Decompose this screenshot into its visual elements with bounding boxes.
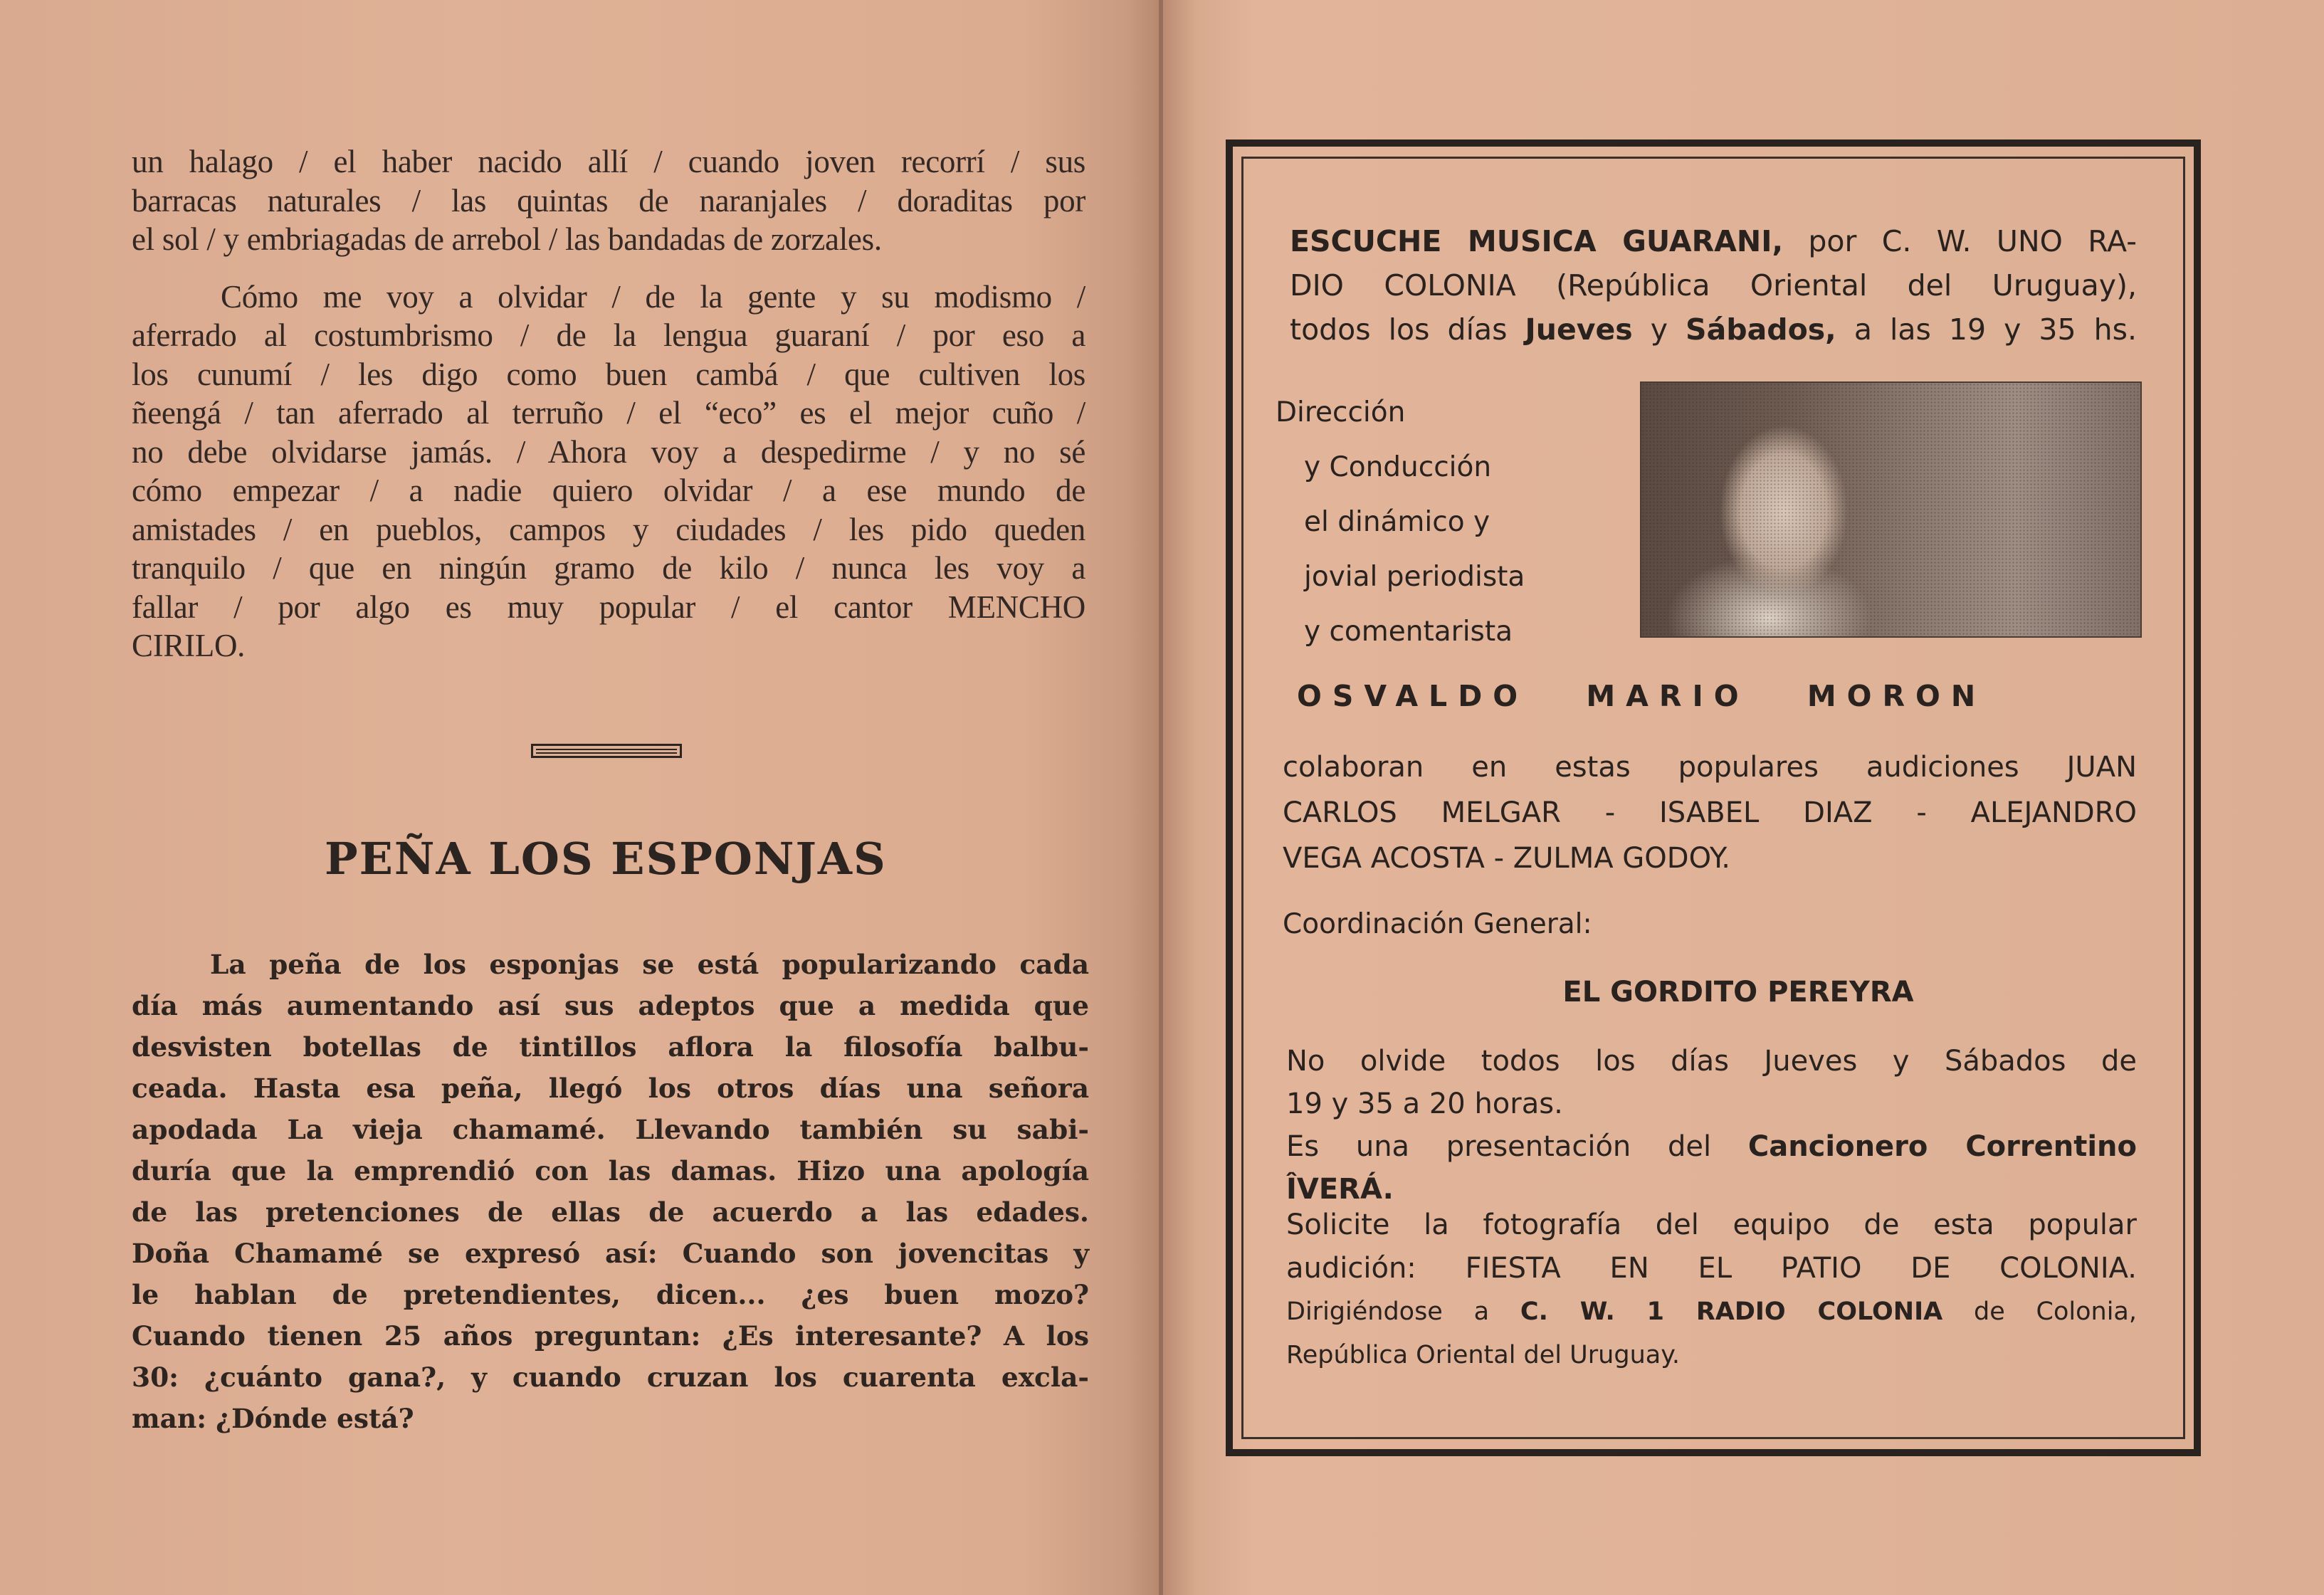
text-line: La peña de los esponjas se está popularizando cada: [210, 949, 1089, 980]
text-line: Dirección: [1276, 396, 1406, 428]
text-line: tranquilo / que en ningún gramo de kilo / nunca les voy a: [132, 550, 1085, 586]
text-line: y Conducción: [1304, 451, 1492, 483]
request-text: de Colonia,: [1973, 1297, 2137, 1326]
text-line: cómo empezar / a nadie quiero olvidar / a ese mundo de: [132, 473, 1085, 508]
text-line: Doña Chamamé se expresó así: Cuando son jovencitas y: [132, 1238, 1089, 1269]
text-line: fallar / por algo es muy popular / el cantor MENCHO: [132, 589, 1085, 625]
text-line: ceada. Hasta esa peña, llegó los otros días una señora: [132, 1073, 1089, 1104]
headline-bold: Jueves: [1525, 312, 1633, 347]
text-line: 30: ¿cuánto gana?, y cuando cruzan los cuarenta excla-: [132, 1362, 1089, 1393]
text-line: DIO COLONIA (República Oriental del Uruguay),: [1290, 268, 2137, 302]
coordination-label: Coordinación General:: [1283, 908, 1592, 940]
headline-bold: ESCUCHE MUSICA GUARANI,: [1290, 224, 1784, 258]
text-line: desvisten botellas de tintillos aflora la filosofía balbu-: [132, 1031, 1089, 1063]
text-line: CARLOS MELGAR - ISABEL DIAZ - ALEJANDRO: [1283, 796, 2137, 829]
text-line: jovial periodista: [1304, 561, 1525, 593]
poem-paragraph-1: [132, 142, 1085, 259]
host-name: OSVALDO MARIO MORON: [1297, 679, 1987, 713]
text-line: man: ¿Dónde está?: [132, 1403, 414, 1434]
advert-headline: [1290, 219, 2137, 352]
text-line: aferrado al costumbrismo / de la lengua guaraní / por eso a: [132, 317, 1085, 353]
headline-text: a las 19 y 35 hs.: [1854, 312, 2137, 347]
text-line: República Oriental del Uruguay.: [1286, 1341, 1681, 1369]
essay-text: [132, 944, 1089, 1439]
text-line: [1290, 219, 2137, 263]
headline-text: por C. W. UNO RA-: [1808, 224, 2137, 258]
headline-text: todos los días: [1290, 312, 1508, 347]
radio-advert-box: [1226, 140, 2201, 1456]
text-line: [1290, 307, 2137, 352]
collaborators-text: [1283, 744, 2137, 881]
text-line: día más aumentando así sus adeptos que a medida que: [132, 990, 1089, 1021]
text-line: [1286, 1125, 2137, 1168]
text-line: Solicite la fotografía del equipo de esta popular: [1286, 1209, 2137, 1241]
text-line: el dinámico y: [1304, 506, 1490, 538]
host-portrait-photo: [1640, 381, 2142, 638]
poem-text: [132, 142, 1085, 684]
text-line: le hablan de pretendientes, dicen... ¿es buen mozo?: [132, 1279, 1089, 1310]
text-line: CIRILO.: [132, 628, 246, 663]
schedule-reminder: [1286, 1040, 2137, 1211]
reminder-text: Es una presentación del: [1286, 1130, 1712, 1163]
text-line: 19 y 35 a 20 horas.: [1286, 1088, 1563, 1120]
headline-bold: Sábados,: [1686, 312, 1836, 347]
text-line: y comentarista: [1304, 616, 1513, 648]
text-line: apodada La vieja chamamé. Llevando también su sabi-: [132, 1114, 1089, 1145]
advert-content: [1233, 147, 2194, 1449]
text-line: [1286, 1290, 2137, 1334]
text-line: colaboran en estas populares audiciones JUAN: [1283, 751, 2137, 784]
text-line: duría que la emprendió con las damas. Hizo una apología: [132, 1155, 1089, 1186]
advert-credits: [1276, 385, 1525, 659]
text-line: no debe olvidarse jamás. / Ahora voy a despedirme / y no sé: [132, 433, 1085, 470]
text-line: barracas naturales / las quintas de naranjales / doraditas por: [132, 182, 1085, 219]
poem-paragraph-2: [132, 278, 1085, 665]
text-line: Cómo me voy a olvidar / de la gente y su modismo /: [221, 278, 1085, 315]
section-title: PEÑA LOS ESPONJAS: [325, 833, 887, 885]
request-bold: C. W. 1 RADIO COLONIA: [1520, 1297, 1943, 1326]
text-line: VEGA ACOSTA - ZULMA GODOY.: [1283, 842, 1730, 875]
text-line: audición: FIESTA EN EL PATIO DE COLONIA.: [1286, 1252, 2137, 1285]
reminder-bold: ÎVERÁ.: [1286, 1173, 1394, 1206]
text-line: Cuando tienen 25 años preguntan: ¿Es interesante? A los: [132, 1320, 1089, 1352]
text-line: de las pretenciones de ellas de acuerdo a las edades.: [132, 1196, 1089, 1228]
section-divider-ornament: [531, 744, 682, 758]
text-line: el sol / y embriagadas de arrebol / las bandadas de zorzales.: [132, 221, 882, 257]
text-line: No olvide todos los días Jueves y Sábados de: [1286, 1045, 2137, 1078]
book-spine: [1159, 0, 1163, 1595]
text-line: un halago / el haber nacido allí / cuando joven recorrí / sus: [132, 144, 1085, 179]
coordination-name: EL GORDITO PEREYRA: [1562, 976, 1914, 1009]
text-line: ñeengá / tan aferrado al terruño / el “eco” es el mejor cuño /: [132, 395, 1085, 431]
text-line: los cunumí / les digo como buen cambá / que cultiven los: [132, 356, 1085, 392]
request-text: Dirigiéndose a: [1286, 1297, 1490, 1326]
photo-request-text: [1286, 1204, 2137, 1377]
headline-text: y: [1650, 312, 1668, 347]
reminder-bold: Cancionero Correntino: [1747, 1130, 2138, 1163]
text-line: amistades / en pueblos, campos y ciudades / les pido queden: [132, 511, 1085, 547]
